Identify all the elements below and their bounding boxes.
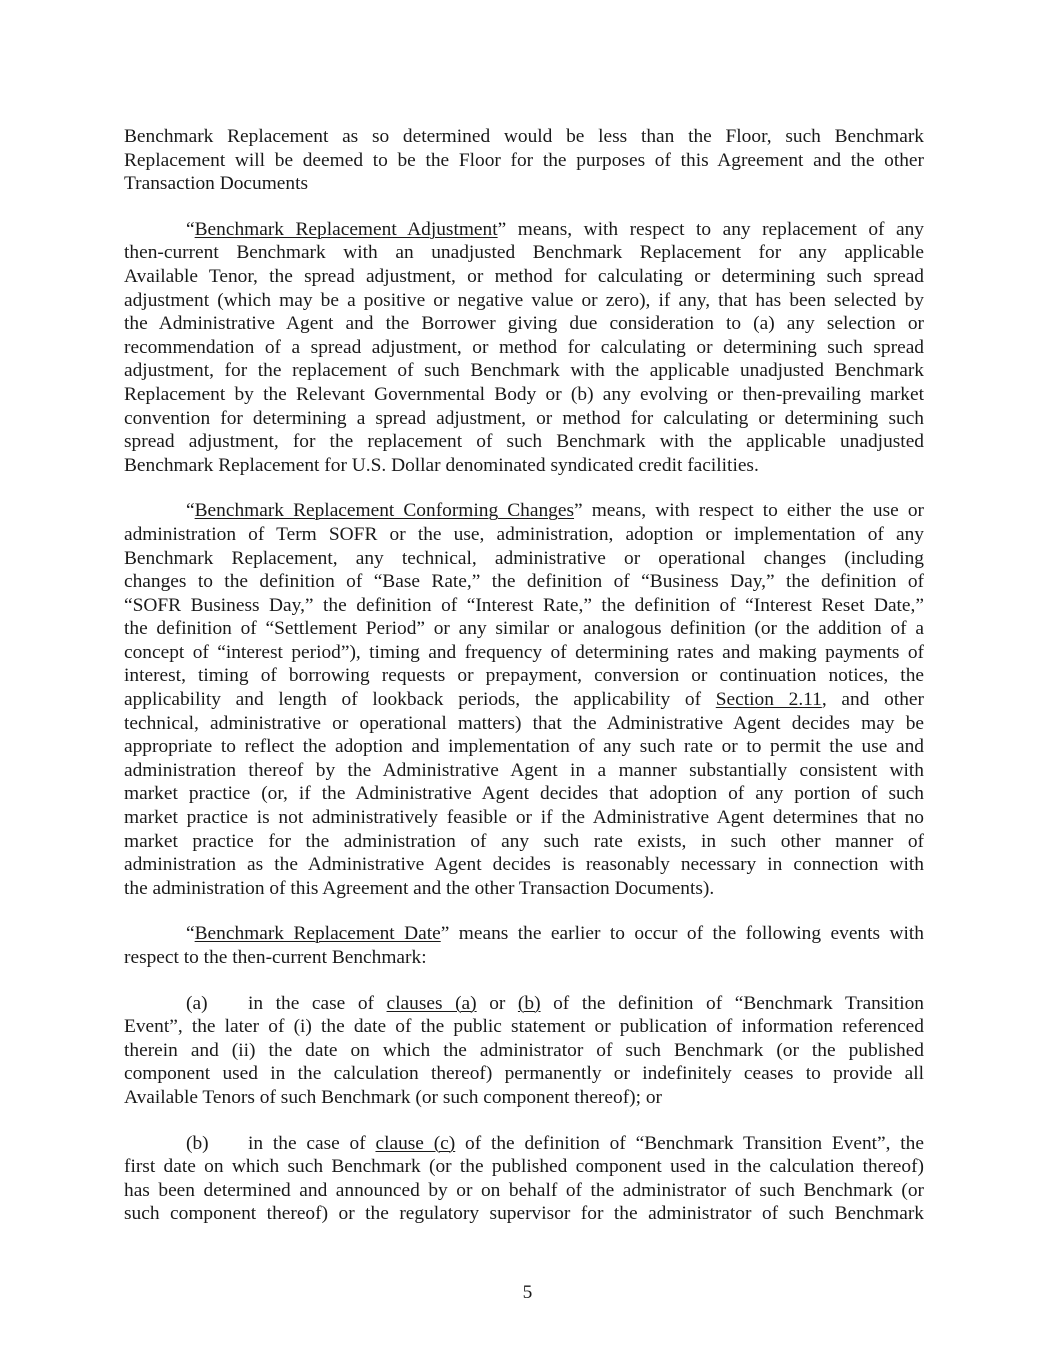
text-line: the administration of this Agreement and the other Transaction Documents). — [124, 877, 715, 899]
text-line — [124, 992, 924, 1016]
clause-label: (b) — [186, 1132, 209, 1154]
text-fragment: of the definition of “Benchmark Transition — [540, 992, 924, 1014]
clause-b — [124, 1132, 924, 1226]
text-line: Transaction Documents — [124, 173, 309, 195]
text-fragment: , and other — [821, 689, 924, 711]
text-line: Available Tenor, the spread adjustment, or method for calculating or determining such spread — [124, 265, 924, 287]
text-line: then-current Benchmark with an unadjusted Benchmark Replacement for any applicable — [124, 242, 924, 264]
text-line: Benchmark Replacement, any technical, administrative or operational changes (including — [124, 547, 924, 569]
text-line: Benchmark Replacement as so determined would be less than the Floor, such Benchmark — [124, 126, 924, 147]
text-line: Replacement by the Relevant Governmental Body or (b) any evolving or then-prevailing market — [124, 383, 924, 405]
page-number: 5 — [522, 1282, 533, 1303]
text-line: market practice for the administration of any such rate exists, in such other manner of — [124, 830, 924, 852]
paragraph-floor-continuation — [124, 125, 924, 196]
text-line — [124, 688, 924, 712]
text-line: component used in the calculation thereof) permanently or indefinitely ceases to provide all — [124, 1063, 924, 1085]
clause-a — [124, 992, 924, 1110]
text-line: market practice (or, if the Administrative Agent decides that adoption of any portion of such — [124, 783, 924, 805]
definition-text: ” means the earlier to occur of the following events with — [440, 923, 924, 945]
text-line — [124, 218, 924, 242]
text-line: administration of Term SOFR or the use, administration, adoption or implementation of any — [124, 523, 924, 545]
clause-reference-link[interactable]: clause (c) — [375, 1132, 456, 1154]
text-line: interest, timing of borrowing requests or prepayment, conversion or continuation notices, the — [124, 665, 924, 687]
text-line — [124, 1132, 924, 1156]
definition-text: ” means, with respect to either the use or — [574, 500, 924, 522]
text-line: such component thereof) or the regulatory supervisor for the administrator of such Benchmark — [124, 1203, 924, 1225]
text-line: Available Tenors of such Benchmark (or such component thereof); or — [124, 1086, 662, 1108]
text-line: Benchmark Replacement for U.S. Dollar denominated syndicated credit facilities. — [124, 454, 759, 476]
text-line: spread adjustment, for the replacement of such Benchmark with the applicable unadjusted — [124, 431, 924, 453]
text-line: “SOFR Business Day,” the definition of “Interest Rate,” the definition of “Interest Reset Date,” — [124, 594, 924, 616]
clause-reference-link[interactable]: (b) — [517, 992, 541, 1014]
defined-term-link[interactable]: Benchmark Replacement Conforming Changes — [194, 500, 575, 522]
text-line: has been determined and announced by or on behalf of the administrator of such Benchmark (or — [124, 1179, 924, 1201]
text-fragment: or — [476, 992, 518, 1014]
definition-text: ” means, with respect to any replacement of any — [497, 218, 924, 240]
text-line: the definition of “Settlement Period” or any similar or analogous definition (or the addition of a — [124, 618, 924, 640]
open-quote: “ — [186, 218, 195, 240]
definition-benchmark-replacement-date — [124, 922, 924, 969]
clause-label: (a) — [186, 992, 208, 1014]
text-line: Event”, the later of (i) the date of the public statement or publication of information referenced — [124, 1016, 924, 1038]
defined-term-link[interactable]: Benchmark Replacement Date — [194, 923, 441, 945]
text-line: appropriate to reflect the adoption and implementation of any such rate or to permit the use and — [124, 736, 924, 758]
text-line: administration thereof by the Administrative Agent in a manner substantially consistent with — [124, 759, 924, 781]
section-reference-link[interactable]: Section 2.11 — [715, 689, 822, 711]
text-fragment: in the case of — [248, 992, 387, 1014]
text-line: convention for determining a spread adjustment, or method for calculating or determining such — [124, 407, 924, 429]
text-line: Replacement will be deemed to be the Floor for the purposes of this Agreement and the other — [124, 149, 924, 171]
text-line: respect to the then-current Benchmark: — [124, 947, 427, 968]
clause-reference-link[interactable]: clauses (a) — [386, 992, 477, 1014]
text-line: adjustment, for the replacement of such Benchmark with the applicable unadjusted Benchmark — [124, 360, 924, 382]
text-line: changes to the definition of “Base Rate,” the definition of “Business Day,” the definition of — [124, 571, 924, 593]
text-line — [124, 499, 924, 523]
text-line: technical, administrative or operational matters) that the Administrative Agent decides may be — [124, 712, 924, 734]
text-line: recommendation of a spread adjustment, or method for calculating or determining such spread — [124, 336, 924, 358]
text-line: therein and (ii) the date on which the administrator of such Benchmark (or the published — [124, 1039, 924, 1061]
text-fragment: of the definition of “Benchmark Transition Event”, the — [455, 1132, 924, 1154]
text-line: first date on which such Benchmark (or the published component used in the calculation thereof) — [124, 1156, 924, 1178]
open-quote: “ — [186, 500, 195, 522]
definition-benchmark-replacement-adjustment — [124, 218, 924, 478]
text-line: concept of “interest period”), timing and frequency of determining rates and making payments of — [124, 641, 924, 663]
text-line: adjustment (which may be a positive or negative value or zero), if any, that has been selected by — [124, 289, 924, 311]
text-line: market practice is not administratively feasible or if the Administrative Agent determines that no — [124, 807, 924, 829]
definition-benchmark-replacement-conforming-changes — [124, 499, 924, 900]
text-line — [124, 922, 924, 946]
document-page — [124, 125, 924, 1226]
text-fragment: in the case of — [248, 1132, 376, 1154]
open-quote: “ — [186, 923, 195, 945]
text-fragment: applicability and length of lookback periods, the applicability of — [124, 689, 716, 711]
defined-term-link[interactable]: Benchmark Replacement Adjustment — [194, 218, 498, 240]
text-line: administration as the Administrative Agent decides is reasonably necessary in connection with — [124, 854, 924, 876]
text-line: the Administrative Agent and the Borrower giving due consideration to (a) any selection or — [124, 313, 924, 335]
